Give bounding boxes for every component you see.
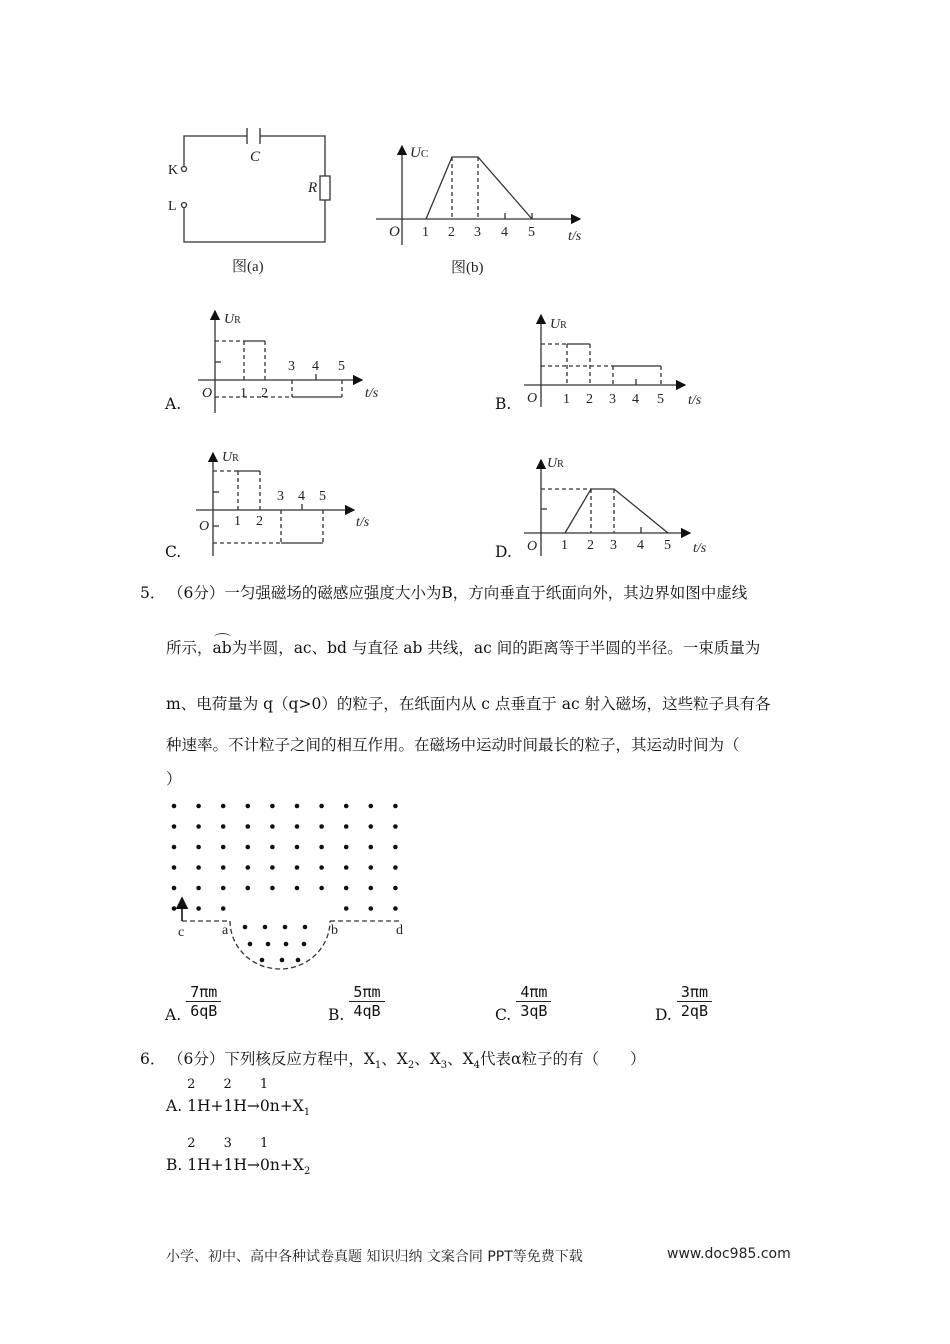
field-point-labels (178, 923, 403, 940)
field-dot-icon (296, 958, 301, 963)
field-dot-icon (369, 906, 374, 911)
field-dot-icon (369, 804, 374, 809)
uc-curve (426, 157, 532, 219)
q5-option-b[interactable]: B. $\frac{5\pi m}{4qB}$ (328, 983, 385, 1024)
svg-text:O: O (199, 519, 210, 534)
field-dot-icon (319, 865, 324, 870)
field-dot-icon (270, 804, 275, 809)
q5-line: 所示， ab为半圆，ac、bd 与直径 ab 共线，ac 间的距离等于半圆的半径。一束质量为 (166, 636, 760, 658)
option-graph-labels (199, 312, 707, 556)
svg-text:1: 1 (563, 392, 570, 407)
field-dot-icon (196, 845, 201, 850)
field-dot-icon (319, 845, 324, 850)
svg-text:5: 5 (664, 538, 671, 553)
svg-text:5: 5 (657, 392, 664, 407)
field-dot-icon (221, 845, 226, 850)
q5-line: （6分）一匀强磁场的磁感应强度大小为B，方向垂直于纸面向外，其边界如图中虚线 (168, 584, 748, 602)
q5-line: ） (166, 770, 182, 788)
q4-option-d-label[interactable]: D. (495, 543, 512, 561)
svg-text:1: 1 (240, 386, 247, 401)
svg-text:UR: UR (224, 312, 241, 327)
q6-option-a[interactable]: A. 2 1H+ 2 1H→ 1 $0n+X_1$ (166, 1077, 311, 1119)
field-dot-icon (270, 845, 275, 850)
field-dot-icon (246, 886, 251, 891)
svg-text:3: 3 (277, 489, 284, 504)
field-dot-icon (344, 824, 349, 829)
svg-text:UR: UR (550, 317, 567, 332)
field-dot-icon (266, 942, 271, 947)
q4-option-b-label[interactable]: B. (495, 395, 512, 413)
q5-option-c[interactable]: C. $\frac{4\pi m}{3qB}$ (495, 983, 551, 1024)
q5-number: 5． (140, 584, 166, 602)
field-dot-icon (369, 886, 374, 891)
field-dot-icon (196, 804, 201, 809)
svg-text:2: 2 (586, 392, 593, 407)
tick-label: 5 (528, 225, 535, 240)
field-dot-icon (246, 865, 251, 870)
field-dot-icon (393, 804, 398, 809)
field-dot-icon (295, 804, 300, 809)
field-dot-icon (172, 865, 177, 870)
magnetic-field-figure (172, 804, 400, 969)
footer-text: 小学、初中、高中各种试卷真题 知识归纳 文案合同 PPT等免费下载 (166, 1249, 583, 1265)
field-dot-icon (393, 865, 398, 870)
svg-text:3: 3 (609, 392, 616, 407)
q5-option-d[interactable]: D. $\frac{3\pi m}{2qB}$ (655, 983, 712, 1024)
field-dot-icon (221, 804, 226, 809)
field-dot-icon (221, 865, 226, 870)
svg-text:O: O (527, 391, 538, 406)
field-dot-icon (196, 906, 201, 911)
field-dot-icon (284, 942, 289, 947)
field-dot-icon (246, 824, 251, 829)
terminal-k-icon (182, 167, 187, 172)
field-dot-icon (221, 824, 226, 829)
tick-label: 4 (501, 225, 508, 240)
field-dot-icon (393, 886, 398, 891)
field-dot-icon (393, 845, 398, 850)
field-dot-icon (303, 925, 308, 930)
field-dot-icon (344, 865, 349, 870)
svg-text:5: 5 (338, 359, 345, 374)
svg-text:1: 1 (561, 538, 568, 553)
field-dot-icon (196, 865, 201, 870)
q6-stem: （6分）下列核反应方程中，$X_1$、$X_2$、$X_3$、$X_4$代表α粒子的有（ ） (168, 1050, 646, 1072)
svg-text:4: 4 (298, 489, 305, 504)
field-dot-icon (172, 824, 177, 829)
svg-text:5: 5 (319, 489, 326, 504)
uc-label: UC (410, 145, 429, 161)
svg-text:2: 2 (261, 386, 268, 401)
field-dot-icon (196, 824, 201, 829)
svg-text:b: b (331, 923, 338, 938)
field-dot-icon (344, 906, 349, 911)
capacitor-label: C (250, 149, 261, 165)
q5-line: 种速率。不计粒子之间的相互作用。在磁场中运动时间最长的粒子，其运动时间为（ (166, 736, 740, 754)
svg-text:t/s: t/s (365, 386, 379, 401)
tick-label: 2 (448, 225, 455, 240)
q6-option-b[interactable]: B. 2 1H+ 3 1H→ 1 $0n+X_2$ (166, 1136, 311, 1178)
field-dot-icon (344, 845, 349, 850)
svg-text:t/s: t/s (688, 393, 702, 408)
field-dot-icon (270, 886, 275, 891)
q6-number: 6． (140, 1050, 166, 1068)
terminal-l-icon (182, 203, 187, 208)
field-dot-icon (393, 906, 398, 911)
option-c-graph (196, 453, 354, 556)
tick-label: 1 (422, 225, 429, 240)
field-dot-icon (344, 886, 349, 891)
resistor-icon (320, 176, 330, 200)
field-dot-icon (283, 925, 288, 930)
origin-label: O (389, 224, 400, 240)
terminal-k-label: K (168, 163, 179, 178)
svg-text:t/s: t/s (356, 515, 370, 530)
field-dot-icon (172, 886, 177, 891)
field-dot-icon (393, 824, 398, 829)
svg-text:4: 4 (632, 392, 639, 407)
field-dot-icon (344, 804, 349, 809)
field-dot-icon (260, 958, 265, 963)
field-dot-icon (319, 886, 324, 891)
field-dot-icon (263, 925, 268, 930)
field-dot-icon (270, 824, 275, 829)
svg-text:UR: UR (222, 450, 239, 465)
q5-option-a[interactable]: A. $\frac{7\pi m}{6qB}$ (165, 983, 221, 1024)
field-dot-icon (221, 886, 226, 891)
field-dot-icon (246, 845, 251, 850)
svg-text:4: 4 (637, 538, 644, 553)
tick-label: 3 (474, 225, 481, 240)
field-dot-icon (172, 845, 177, 850)
field-dot-icon (172, 804, 177, 809)
field-dot-icon (295, 824, 300, 829)
q5-line: m、电荷量为 q（q>0）的粒子，在纸面内从 c 点垂直于 ac 射入磁场，这些粒子具有各 (166, 695, 771, 713)
arc-ab: ab (213, 639, 232, 657)
svg-text:3: 3 (610, 538, 617, 553)
field-dot-icon (243, 925, 248, 930)
fig-a-caption: 图(a) (232, 259, 264, 275)
footer-link[interactable]: www.doc985.com (667, 1246, 791, 1262)
field-dot-icon (172, 906, 177, 911)
field-dot-icon (302, 942, 307, 947)
svg-text:d: d (396, 923, 403, 938)
field-dot-icon (196, 886, 201, 891)
field-dot-icon (319, 824, 324, 829)
svg-text:O: O (527, 539, 538, 554)
svg-text:a: a (222, 923, 229, 938)
svg-text:O: O (202, 386, 213, 401)
svg-text:c: c (178, 925, 185, 940)
svg-text:1: 1 (234, 514, 241, 529)
x-axis-label: t/s (568, 229, 582, 244)
field-dot-icon (280, 958, 285, 963)
svg-text:4: 4 (312, 359, 319, 374)
field-dot-icon (270, 865, 275, 870)
svg-text:3: 3 (288, 359, 295, 374)
field-dot-icon (369, 824, 374, 829)
q4-option-a-label[interactable]: A. (165, 395, 182, 413)
svg-text:2: 2 (587, 538, 594, 553)
field-dot-icon (295, 845, 300, 850)
field-dot-icon (295, 865, 300, 870)
field-dot-icon (295, 886, 300, 891)
q4-option-c-label[interactable]: C. (165, 543, 182, 561)
svg-text:2: 2 (256, 514, 263, 529)
svg-text:UR: UR (547, 456, 564, 471)
field-dot-icon (246, 804, 251, 809)
terminal-l-label: L (168, 199, 177, 214)
field-dot-icon (221, 906, 226, 911)
field-dot-icon (248, 942, 253, 947)
field-dot-icon (319, 804, 324, 809)
field-dot-icon (369, 865, 374, 870)
resistor-label: R (308, 180, 318, 196)
fig-b-caption: 图(b) (451, 260, 484, 276)
svg-text:t/s: t/s (693, 541, 707, 556)
field-dot-icon (369, 845, 374, 850)
